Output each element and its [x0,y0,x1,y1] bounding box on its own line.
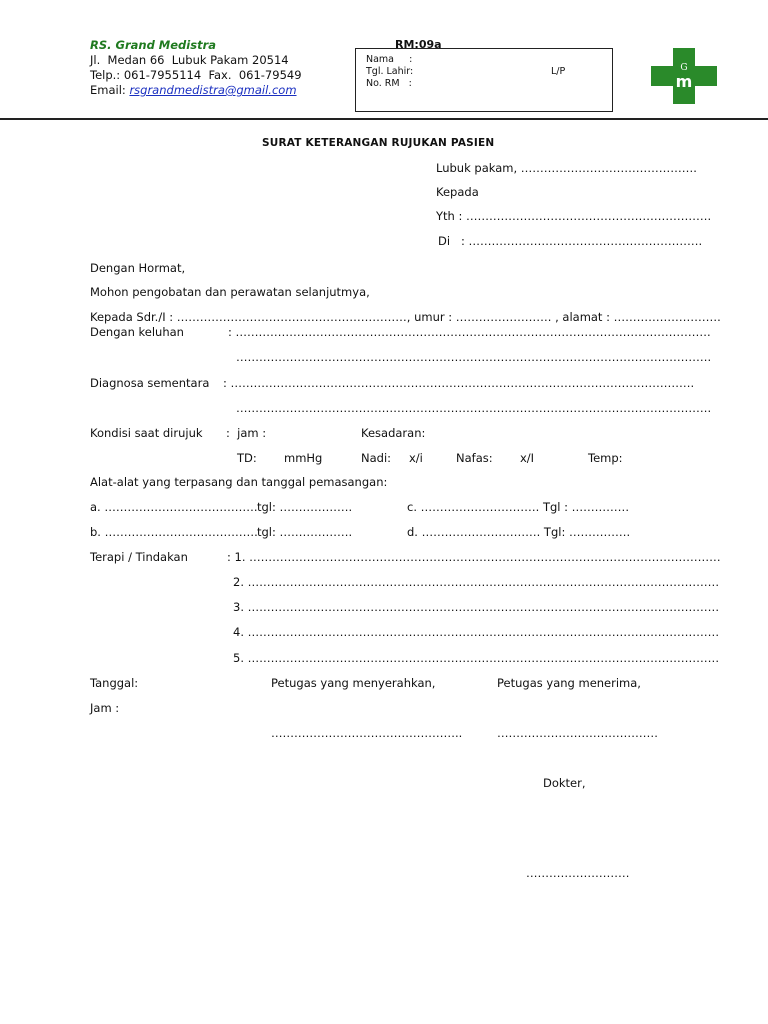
handover-signature-line: ………………………………………….. [271,726,463,740]
recipient-heading: Kepada [436,185,479,199]
hospital-address: Jl. Medan 66 Lubuk Pakam 20514 [90,53,289,67]
devices-label: Alat-alat yang terpasang dan tanggal pemasangan: [90,475,388,489]
logo-letter-m: m [675,72,693,91]
therapy-item-1: : 1. …………………………………………………………………………………………………………… [227,550,721,564]
diagnosis-line-1: : …………………………………………………………………………………………………………. [223,376,695,390]
condition-label: Kondisi saat dirujuk [90,426,203,440]
therapy-item-2: 2. …………………………………………………………………………………………………………… [233,575,720,589]
condition-time-label: : jam : [226,426,267,440]
place-date: Lubuk pakam, ………………………………………. [436,161,697,175]
hospital-phone: Telp.: 061-7955114 Fax. 061-79549 [90,68,302,82]
device-d: d. …………………………. Tgl: ……………. [407,525,631,539]
pulse-label: Nadi: [361,451,392,465]
therapy-item-4: 4. …………………………………………………………………………………………………………… [233,625,720,639]
email-link[interactable]: rsgrandmedistra@gmail.com [129,83,297,97]
complaint-line-2: ……………………………………………………………………………………………………………. [236,350,712,364]
device-a: a. …………………………………. [90,500,258,514]
receiving-officer-label: Petugas yang menerima, [497,676,641,690]
doctor-signature-line: ……………………… [526,866,630,880]
device-a-date: tgl: ………………. [257,500,353,514]
recipient-location: Di : ……………………………………………………. [438,234,703,248]
complaint-label: Dengan keluhan [90,325,184,339]
receiver-signature-line: …………………………………… [497,726,658,740]
green-cross-gm-logo [651,48,717,104]
request-text: Mohon pengobatan dan perawatan selanjutmya, [90,285,370,299]
form-code: RM:09a [395,38,442,51]
hospital-name: RS. Grand Medistra [90,38,216,52]
header-divider [0,118,768,120]
complaint-line-1: : ……………………………………………………………………………………………………………. [228,325,711,339]
blood-pressure-unit: mmHg [284,451,323,465]
patient-sex-label: L/P [551,66,566,77]
date-label: Tanggal: [90,676,139,690]
device-c: c. …………………………. Tgl : …………… [407,500,630,514]
document-title: SURAT KETERANGAN RUJUKAN PASIEN [262,137,495,149]
doctor-label: Dokter, [543,776,586,790]
device-b-date: tgl: ………………. [257,525,353,539]
pulse-unit: x/i [409,451,423,465]
greeting: Dengan Hormat, [90,261,186,275]
therapy-item-5: 5. …………………………………………………………………………………………………………… [233,651,720,665]
patient-info-box [355,48,613,112]
handover-officer-label: Petugas yang menyerahkan, [271,676,436,690]
therapy-item-3: 3. …………………………………………………………………………………………………………… [233,600,720,614]
recipient-yth: Yth : ………………………………………………………. [436,209,712,223]
blood-pressure-label: TD: [237,451,257,465]
breath-label: Nafas: [456,451,493,465]
breath-unit: x/I [520,451,535,465]
logo-letter-g: G [680,63,688,73]
temperature-label: Temp: [588,451,623,465]
patient-line: Kepada Sdr./I : ……………………………………………………, umur : ……………………. , alamat : ………………………. [90,310,721,324]
diagnosis-line-2: ……………………………………………………………………………………………………………. [236,401,712,415]
consciousness-label: Kesadaran: [361,426,426,440]
therapy-label: Terapi / Tindakan [90,550,188,564]
device-b: b. …………………………………. [90,525,258,539]
patient-rm-label: No. RM : [366,78,412,89]
hospital-email-row [90,83,297,97]
email-label: Email: [90,83,130,97]
diagnosis-label: Diagnosa sementara [90,376,210,390]
patient-dob-label: Tgl. Lahir: [366,66,414,77]
patient-name-label: Nama : [366,54,413,65]
time-label: Jam : [90,701,120,715]
